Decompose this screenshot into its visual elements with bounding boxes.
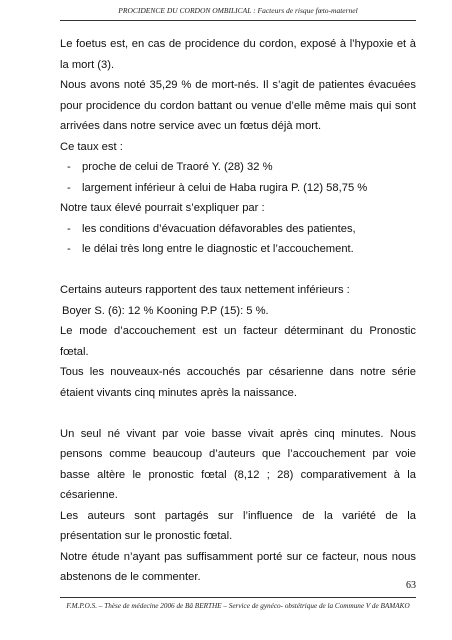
paragraph-presentation: Les auteurs sont partagés sur l’influence de la variété de la présentation sur le pronostic fœtal. [60, 509, 416, 542]
paragraph-cesarean: Tous les nouveaux-nés accouchés par césarienne dans notre série étaient vivants cinq minutes après la naissance. [60, 366, 416, 399]
running-footer: F.M.P.O.S. – Thèse de médecine 2006 de Bâ BERTHE – Service de gynéco- obstétrique de la Commune V de BAMAKO [66, 602, 410, 610]
header-rule [60, 20, 416, 21]
page-body [60, 34, 416, 588]
paragraph-explanation-intro: Notre taux élevé pourrait s’expliquer par : [60, 202, 265, 214]
paragraph-rate-intro: Ce taux est : [60, 140, 123, 153]
explanation-list [60, 219, 416, 260]
paragraph-delivery-mode: Le mode d’accouchement est un facteur déterminant du Pronostic fœtal. [60, 325, 416, 358]
list-item: - le délai très long entre le diagnostic et l’accouchement. [60, 239, 416, 260]
list-item: - largement inférieur à celui de Haba rugira P. (12) 58,75 % [60, 178, 416, 199]
spacer [60, 260, 416, 281]
paragraph-author-rates: Boyer S. (6): 12 % Kooning P.P (15): 5 %. [62, 304, 269, 317]
list-item: - proche de celui de Traoré Y. (28) 32 % [60, 157, 416, 178]
running-header: PROCIDENCE DU CORDON OMBILICAL : Facteurs de risque fœto-maternel [118, 6, 358, 15]
comparison-list [60, 157, 416, 198]
paragraph-stillborn-rate: Nous avons noté 35,29 % de mort-nés. Il s’agit de patientes évacuées pour procidence du cordon battant ou venue d’elle même mais qui sont arrivées dans notre service avec un fœtus déjà mort. [60, 79, 416, 132]
page-number: 63 [406, 580, 416, 591]
paragraph-hypoxia: Le foetus est, en cas de procidence du cordon, exposé à l’hypoxie et à la mort (3). [60, 38, 416, 71]
list-item: - les conditions d’évacuation défavorables des patientes, [60, 219, 416, 240]
spacer [60, 403, 416, 424]
paragraph-other-authors: Certains auteurs rapportent des taux nettement inférieurs : [60, 284, 350, 296]
footer-rule [60, 597, 416, 598]
paragraph-conclusion: Notre étude n’ayant pas suffisamment porté sur ce facteur, nous nous abstenons de le commenter. [60, 550, 416, 583]
paragraph-vaginal-delivery: Un seul né vivant par voie basse vivait après cinq minutes. Nous pensons comme beaucoup d’auteurs que l’accouchement par voie basse altère le pronostic fœtal (8,12 ; 28) comparativement à la césarienne. [60, 427, 416, 501]
